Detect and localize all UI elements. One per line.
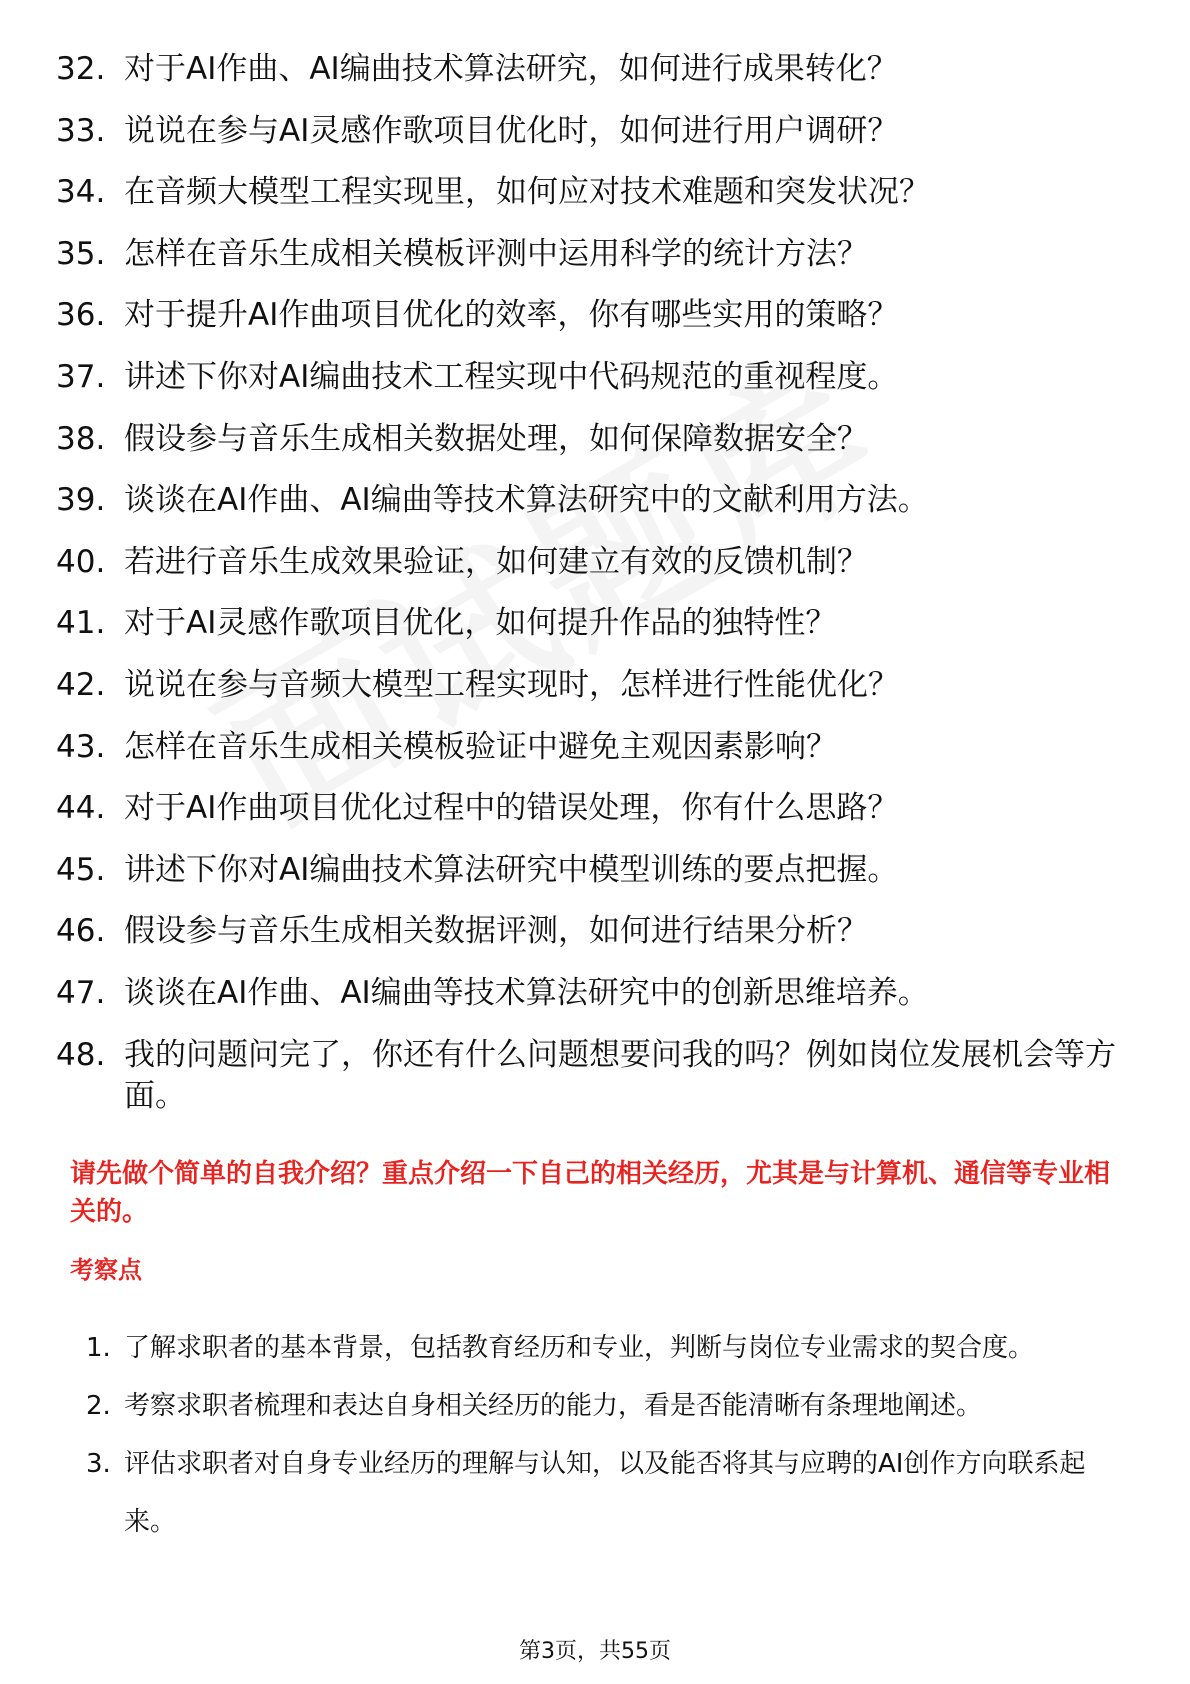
question-item — [56, 542, 1136, 583]
assessment-point — [86, 1319, 1130, 1377]
question-item — [56, 665, 1136, 706]
question-text: 怎样在音乐生成相关模板验证中避免主观因素影响？ — [124, 728, 837, 765]
point-number: 1. — [86, 1333, 111, 1363]
question-text: 我的问题问完了，你还有什么问题想要问我的吗？例如岗位发展机会等方面。 — [124, 1036, 1116, 1114]
question-number: 45. — [56, 851, 106, 888]
question-item — [56, 480, 1136, 521]
question-item — [56, 850, 1136, 891]
question-text: 讲述下你对AI编曲技术工程实现中代码规范的重视程度。 — [124, 358, 899, 395]
question-item — [56, 727, 1136, 768]
question-item — [56, 973, 1136, 1014]
point-text: 了解求职者的基本背景，包括教育经历和专业，判断与岗位专业需求的契合度。 — [124, 1333, 1035, 1363]
question-text: 说说在参与AI灵感作歌项目优化时，如何进行用户调研？ — [124, 112, 899, 149]
question-number: 48. — [56, 1036, 106, 1073]
question-item — [56, 111, 1136, 152]
point-number: 3. — [86, 1449, 111, 1479]
question-number: 36. — [56, 297, 106, 334]
question-item — [56, 49, 1136, 90]
question-text: 若进行音乐生成效果验证，如何建立有效的反馈机制？ — [124, 543, 868, 580]
question-text: 假设参与音乐生成相关数据处理，如何保障数据安全？ — [124, 420, 868, 457]
section-heading: 请先做个简单的自我介绍？重点介绍一下自己的相关经历，尤其是与计算机、通信等专业相关的。 — [70, 1159, 1111, 1227]
question-number: 44. — [56, 790, 106, 827]
assessment-point — [86, 1435, 1130, 1551]
question-text: 对于AI作曲、AI编曲技术算法研究，如何进行成果转化？ — [124, 51, 898, 87]
question-number: 47. — [56, 974, 106, 1011]
question-item — [56, 788, 1136, 829]
point-number: 2. — [86, 1391, 111, 1421]
question-item — [56, 911, 1136, 952]
question-text: 讲述下你对AI编曲技术算法研究中模型训练的要点把握。 — [124, 851, 899, 888]
question-number: 42. — [56, 666, 106, 703]
question-number: 35. — [56, 235, 106, 272]
question-item — [56, 172, 1136, 213]
question-item — [56, 357, 1136, 398]
question-number: 34. — [56, 174, 106, 211]
question-item — [56, 295, 1136, 336]
question-number: 43. — [56, 728, 106, 765]
page-footer: 第3页，共55页 — [519, 1639, 671, 1664]
question-text: 说说在参与音频大模型工程实现时，怎样进行性能优化？ — [124, 666, 899, 703]
question-text: 谈谈在AI作曲、AI编曲等技术算法研究中的创新思维培养。 — [124, 974, 929, 1011]
point-text: 评估求职者对自身专业经历的理解与认知，以及能否将其与应聘的AI创作方向联系起来。 — [124, 1449, 1086, 1537]
question-text: 谈谈在AI作曲、AI编曲等技术算法研究中的文献利用方法。 — [124, 482, 929, 519]
assessment-points — [86, 1319, 1130, 1551]
question-number: 40. — [56, 543, 106, 580]
question-text: 在音频大模型工程实现里，如何应对技术难题和突发状况？ — [124, 174, 930, 211]
question-number: 33. — [56, 112, 106, 149]
question-item — [56, 419, 1136, 460]
question-item — [56, 234, 1136, 275]
question-number: 41. — [56, 605, 106, 642]
question-number: 37. — [56, 358, 106, 395]
question-item — [56, 1035, 1136, 1117]
question-list — [56, 49, 1136, 1137]
question-item — [56, 603, 1136, 644]
self-intro-section — [70, 1155, 1130, 1551]
question-text: 对于AI灵感作歌项目优化，如何提升作品的独特性？ — [124, 605, 837, 642]
question-number: 32. — [56, 51, 106, 87]
question-number: 39. — [56, 482, 106, 519]
question-text: 对于提升AI作曲项目优化的效率，你有哪些实用的策略？ — [124, 297, 899, 334]
question-number: 38. — [56, 420, 106, 457]
question-text: 怎样在音乐生成相关模板评测中运用科学的统计方法？ — [124, 235, 868, 272]
assessment-point — [86, 1377, 1130, 1435]
question-text: 对于AI作曲项目优化过程中的错误处理，你有什么思路？ — [124, 790, 899, 827]
question-number: 46. — [56, 913, 106, 950]
question-text: 假设参与音乐生成相关数据评测，如何进行结果分析？ — [124, 913, 868, 950]
point-text: 考察求职者梳理和表达自身相关经历的能力，看是否能清晰有条理地阐述。 — [124, 1391, 983, 1421]
section-subheading: 考察点 — [70, 1256, 142, 1284]
